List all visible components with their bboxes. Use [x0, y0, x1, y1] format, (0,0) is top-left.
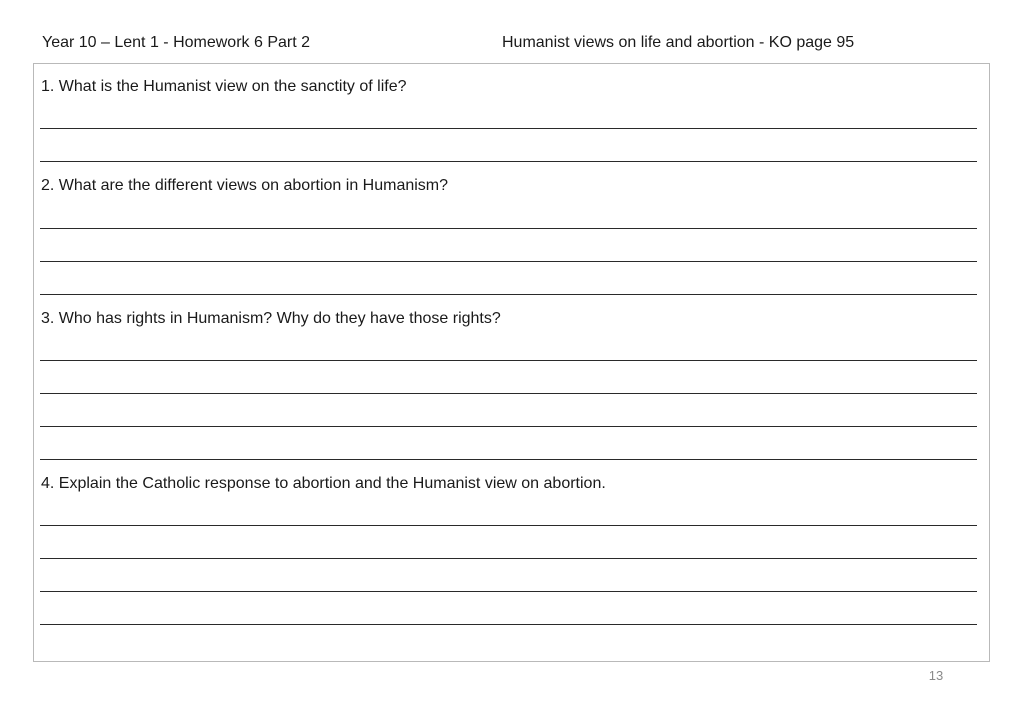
- answer-line-q1-2[interactable]: [40, 161, 977, 162]
- header-topic-title: Humanist views on life and abortion - KO page 95: [502, 34, 855, 51]
- worksheet-frame: [33, 63, 990, 662]
- answer-line-q2-1[interactable]: [40, 228, 977, 229]
- answer-line-q1-1[interactable]: [40, 128, 977, 129]
- question-1: 1. What is the Humanist view on the sanctity of life?: [41, 78, 407, 95]
- answer-line-q4-2[interactable]: [40, 558, 977, 559]
- answer-line-q2-3[interactable]: [40, 294, 977, 295]
- answer-line-q3-3[interactable]: [40, 426, 977, 427]
- page-number: 13: [928, 668, 944, 683]
- question-2: 2. What are the different views on abortion in Humanism?: [41, 177, 449, 194]
- answer-line-q3-4[interactable]: [40, 459, 977, 460]
- answer-line-q4-1[interactable]: [40, 525, 977, 526]
- answer-line-q3-1[interactable]: [40, 360, 977, 361]
- question-3: 3. Who has rights in Humanism? Why do they have those rights?: [41, 310, 501, 327]
- answer-line-q2-2[interactable]: [40, 261, 977, 262]
- header-year-lent-homework: Year 10 – Lent 1 - Homework 6 Part 2: [42, 34, 310, 51]
- answer-line-q4-4[interactable]: [40, 624, 977, 625]
- answer-line-q3-2[interactable]: [40, 393, 977, 394]
- answer-line-q4-3[interactable]: [40, 591, 977, 592]
- question-4: 4. Explain the Catholic response to abortion and the Humanist view on abortion.: [41, 475, 606, 492]
